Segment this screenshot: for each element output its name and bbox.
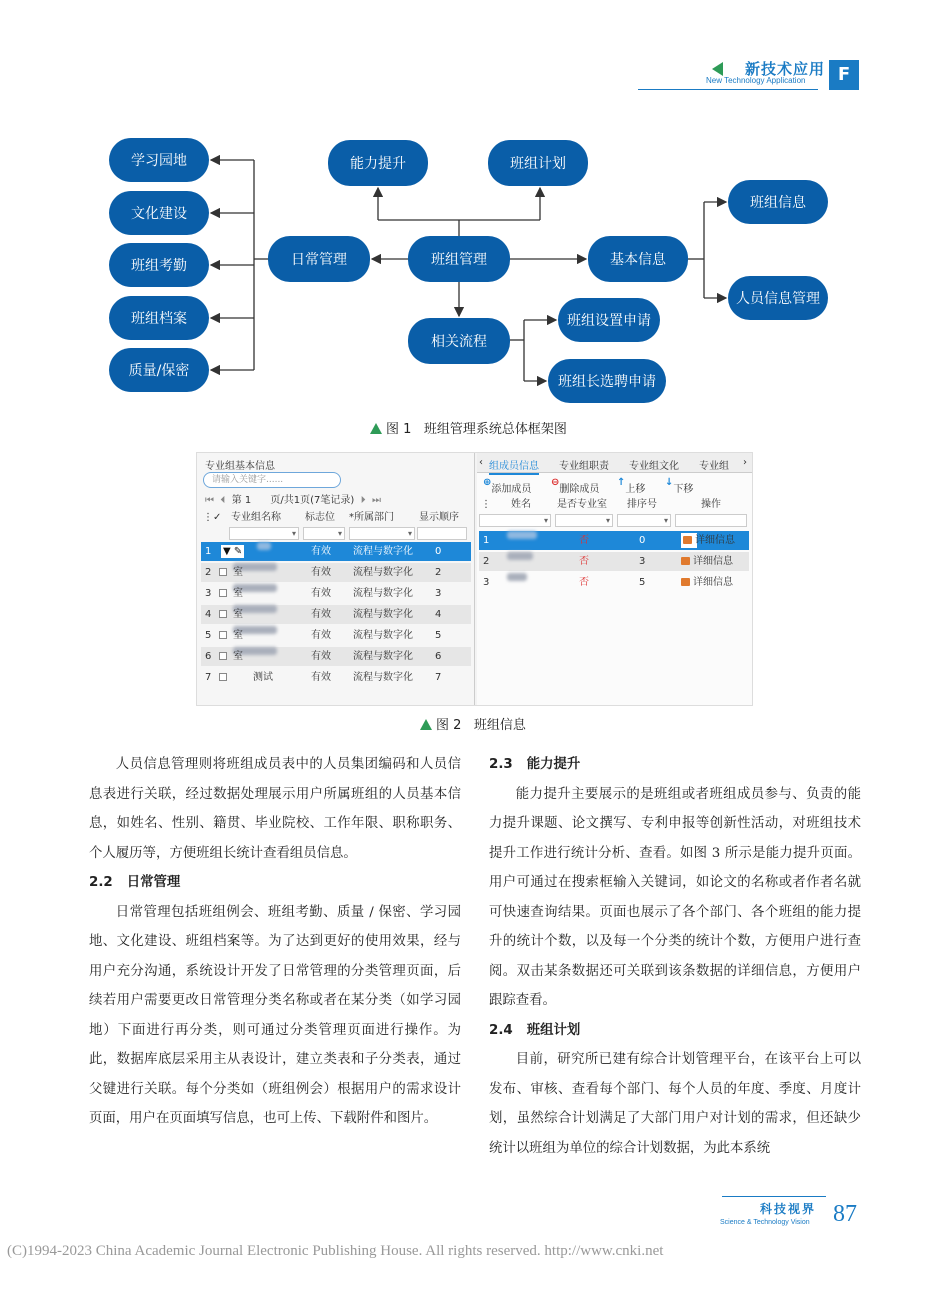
framework-diagram	[100, 130, 870, 410]
copyright-notice: (C)1994-2023 China Academic Journal Electronic Publishing House. All rights reserved. http://www.cnki.net	[7, 1243, 664, 1259]
tab-more[interactable]: 专业组	[699, 461, 729, 472]
filter-select[interactable]	[417, 527, 467, 540]
tab-member-info[interactable]: 组成员信息	[489, 457, 539, 475]
journal-logo: 科技视界	[760, 1202, 817, 1216]
left-column	[89, 750, 461, 1134]
member-row[interactable]: 1 否 0 详细信息	[479, 531, 749, 550]
node-quality-secrecy: 质量/保密	[109, 348, 209, 392]
node-group-info: 班组信息	[728, 180, 828, 224]
first-page-icon[interactable]: ⏮	[205, 495, 214, 506]
section-badge: F	[829, 60, 859, 90]
tab-culture[interactable]: 专业组文化	[629, 461, 679, 472]
last-page-icon[interactable]: ⏭	[371, 495, 381, 506]
pager: ⏮ ⏴ 第 1 页/共1页(7笔记录) ⏵ ⏭	[205, 495, 381, 506]
search-input[interactable]: 请输入关键字......	[203, 472, 341, 488]
triangle-icon	[420, 719, 432, 730]
page-info: 页/共1页(7笔记录)	[270, 495, 355, 506]
paragraph: 目前，研究所已建有综合计划管理平台，在该平台上可以发布、审核、查看每个部门、每个人员的年度、季度、月度计划，虽然综合计划满足了大部门用户对计划的需求，但还缺少统计以班组为单位的综合计划数据，为此本系统	[489, 1052, 861, 1156]
table-row[interactable]: 5 室 有效 流程与数字化 5	[201, 626, 471, 645]
node-archive: 班组档案	[109, 296, 209, 340]
member-row[interactable]: 2 否 3 详细信息	[479, 552, 749, 571]
filter-select[interactable]: ▾	[349, 527, 415, 540]
member-row[interactable]: 3 否 5 详细信息	[479, 573, 749, 592]
table-row[interactable]: 1 ▼ ✎ 有效 流程与数字化 0	[201, 542, 471, 561]
tab-bar	[477, 453, 753, 473]
tab-scroll-right-icon[interactable]: ›	[743, 457, 747, 468]
journal-subtitle: Science & Technology Vision	[720, 1219, 810, 1226]
paragraph: 日常管理包括班组例会、班组考勤、质量 / 保密、学习园地、文化建设、班组档案等。为了达到更好的使用效果，经与用户充分沟通，系统设计开发了日常管理的分类管理页面，后续若用户需要更改日常管理分类名称或者在某分类（如学习园地）下面进行再分类，则可通过分类管理页面进行操作。为此，数据库底层采用主从表设计，建立类表和子分类表，通过父键进行关联。每个分类如（班组例会）根据用户的需求设计页面，用户在页面填写信息，也可上传、下载附件和图片。	[89, 904, 461, 1126]
left-panel	[197, 453, 475, 706]
move-down-button[interactable]: ↓ 下移	[665, 477, 694, 495]
delete-member-button[interactable]: ⊖ 删除成员	[551, 477, 600, 495]
section-title: 新技术应用	[745, 60, 826, 78]
right-column	[489, 750, 861, 1163]
figure2-caption: 图 2 班组信息	[420, 714, 526, 733]
node-basic-info: 基本信息	[588, 236, 688, 282]
tab-duties[interactable]: 专业组职责	[559, 461, 609, 472]
page-number[interactable]: 1	[244, 495, 252, 506]
node-related-process: 相关流程	[408, 318, 510, 364]
table-header: ⋮ ✓ 专业组名称 标志位 *所属部门 显示顺序	[203, 512, 459, 523]
member-table-header: ⋮ 姓名 是否专业室 排序号 操作	[481, 499, 721, 510]
table-row[interactable]: 6 室 有效 流程与数字化 6	[201, 647, 471, 666]
node-daily-management: 日常管理	[268, 236, 370, 282]
section-heading-2-3: 2.3 能力提升	[489, 757, 581, 772]
node-attendance: 班组考勤	[109, 243, 209, 287]
node-culture-building: 文化建设	[109, 191, 209, 235]
next-page-icon[interactable]: ⏵	[360, 495, 366, 506]
node-team-plan: 班组计划	[488, 140, 588, 186]
section-heading-2-4: 2.4 班组计划	[489, 1022, 581, 1038]
node-leader-apply: 班组长选聘申请	[548, 359, 666, 403]
panel-title: 专业组基本信息	[205, 461, 275, 472]
section-subtitle: New Technology Application	[706, 76, 806, 85]
add-member-button[interactable]: ⊕ 添加成员	[483, 477, 532, 495]
member-toolbar	[477, 474, 753, 493]
filter-select[interactable]: ▾	[479, 514, 551, 527]
filter-select[interactable]: ▾	[555, 514, 613, 527]
paragraph: 人员信息管理则将班组成员表中的人员集团编码和人员信息表进行关联，经过数据处理展示用户所属班组的人员基本信息，如姓名、性别、籍贯、毕业院校、工作年限、职称职务、个人履历等，方便班组长统计查看组员信息。	[89, 757, 461, 861]
filter-select[interactable]: ▾	[617, 514, 671, 527]
paragraph: 能力提升主要展示的是班组或者班组成员参与、负责的能力提升课题、论文撰写、专利申报等创新性活动，对班组技术提升工作进行统计分析、查看。如图 3 所示是能力提升页面。用户可通过在搜索框输入关键词，如论文的名称或者作者名就可快速查询结果。页面也展示了各个部门、各个班组的能力提升的统计个数，以及每一个分类的统计个数，方便用户进行查阅。双击某条数据还可关联到该条数据的详细信息，方便用户跟踪查看。	[489, 786, 861, 1008]
header-rule	[638, 89, 818, 90]
triangle-icon	[370, 423, 382, 434]
prev-page-icon[interactable]: ⏴	[220, 495, 226, 506]
table-row[interactable]: 2 室 有效 流程与数字化 2	[201, 563, 471, 582]
filter-select[interactable]: ▾	[303, 527, 345, 540]
node-ability-improvement: 能力提升	[328, 140, 428, 186]
header-arrow-icon	[712, 62, 723, 76]
table-row[interactable]: 3 室 有效 流程与数字化 3	[201, 584, 471, 603]
node-setup-apply: 班组设置申请	[558, 298, 660, 342]
right-panel	[477, 453, 753, 706]
table-row[interactable]: 4 室 有效 流程与数字化 4	[201, 605, 471, 624]
member-filter-row	[479, 512, 749, 531]
filter-select[interactable]	[675, 514, 747, 527]
section-heading-2-2: 2.2 日常管理	[89, 875, 181, 890]
move-up-button[interactable]: ↑ 上移	[617, 477, 646, 495]
team-info-screenshot	[196, 452, 753, 706]
filter-select[interactable]: ▾	[229, 527, 299, 540]
footer-rule	[722, 1196, 826, 1197]
tab-scroll-left-icon[interactable]: ‹	[479, 457, 483, 468]
node-personnel-management: 人员信息管理	[728, 276, 828, 320]
page-number: 87	[833, 1201, 857, 1227]
node-study-garden: 学习园地	[109, 138, 209, 182]
figure1-caption: 图 1 班组管理系统总体框架图	[370, 418, 567, 437]
node-team-management: 班组管理	[408, 236, 510, 282]
table-row[interactable]: 7 测试 有效 流程与数字化 7	[205, 672, 442, 683]
